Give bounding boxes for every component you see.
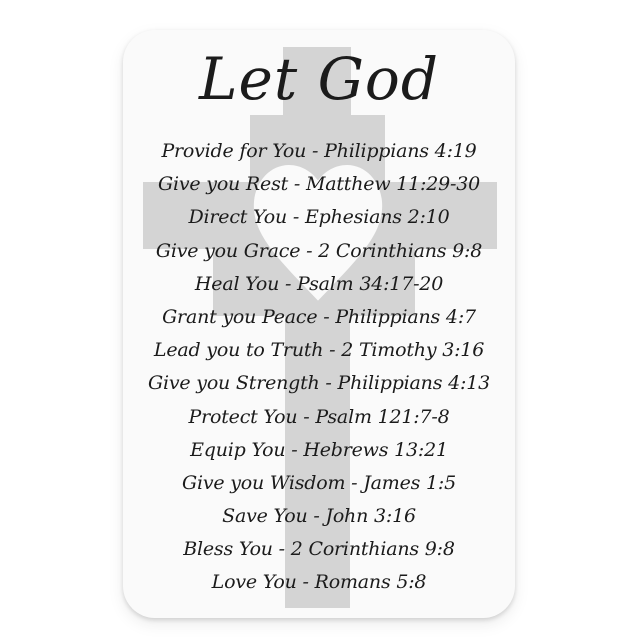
verse-separator: - <box>297 405 316 428</box>
verse-line <box>123 168 515 201</box>
verse-list <box>123 135 515 600</box>
verse-line <box>123 201 515 234</box>
verse-line <box>123 235 515 268</box>
verse-separator: - <box>288 173 306 196</box>
verse-separator: - <box>272 538 291 561</box>
verse-card <box>123 30 515 618</box>
verse-phrase: Give you Strength <box>148 372 320 395</box>
verse-separator: - <box>306 140 325 162</box>
verse-line <box>123 135 515 168</box>
verse-reference: Psalm 34:17-20 <box>297 272 444 295</box>
verse-line <box>123 367 515 400</box>
verse-separator: - <box>285 438 304 461</box>
verse-reference: John 3:16 <box>325 505 416 528</box>
verse-reference: Hebrews 13:21 <box>303 438 448 461</box>
verse-line <box>123 301 515 334</box>
verse-line <box>123 467 515 500</box>
verse-reference: Psalm 121:7-8 <box>315 405 450 428</box>
verse-separator: - <box>307 505 326 528</box>
verse-reference: Philippians 4:13 <box>337 372 490 395</box>
verse-separator: - <box>279 272 298 295</box>
verse-phrase: Equip You <box>190 438 286 461</box>
verse-separator: - <box>287 206 305 229</box>
verse-phrase: Protect You <box>188 405 298 428</box>
card-title: Let God <box>199 45 439 113</box>
verse-reference: Matthew 11:29-30 <box>305 173 480 196</box>
verse-reference: Philippians 4:7 <box>335 305 476 328</box>
verse-phrase: Grant you Peace <box>162 305 318 328</box>
verse-phrase: Give you Rest <box>158 173 289 196</box>
verse-phrase: Provide for You <box>161 140 307 162</box>
verse-phrase: Heal You <box>194 272 280 295</box>
verse-line <box>123 500 515 533</box>
verse-phrase: Direct You <box>188 206 288 229</box>
verse-line <box>123 401 515 434</box>
verse-separator: - <box>323 339 342 362</box>
verse-reference: James 1:5 <box>363 471 457 494</box>
verse-separator: - <box>319 372 338 395</box>
verse-reference: Romans 5:8 <box>314 571 427 594</box>
verse-phrase: Save You <box>222 505 308 528</box>
verse-line <box>123 268 515 301</box>
verse-phrase: Bless You <box>183 538 273 561</box>
verse-separator: - <box>345 471 364 494</box>
verse-line <box>123 533 515 566</box>
verse-separator: - <box>317 305 336 328</box>
verse-separator: - <box>296 571 315 594</box>
verse-reference: Ephesians 2:10 <box>304 206 450 229</box>
verse-line <box>123 566 515 599</box>
verse-phrase: Give you Grace <box>155 239 301 262</box>
verse-phrase: Give you Wisdom <box>181 471 346 494</box>
verse-line <box>123 334 515 367</box>
verse-separator: - <box>300 239 319 262</box>
verse-phrase: Lead you to Truth <box>153 339 324 362</box>
verse-reference: 2 Timothy 3:16 <box>341 339 485 362</box>
verse-reference: Philippians 4:19 <box>324 140 477 162</box>
verse-phrase: Love You <box>211 571 297 594</box>
verse-reference: 2 Corinthians 9:8 <box>318 239 483 262</box>
verse-line <box>123 434 515 467</box>
verse-reference: 2 Corinthians 9:8 <box>290 538 455 561</box>
